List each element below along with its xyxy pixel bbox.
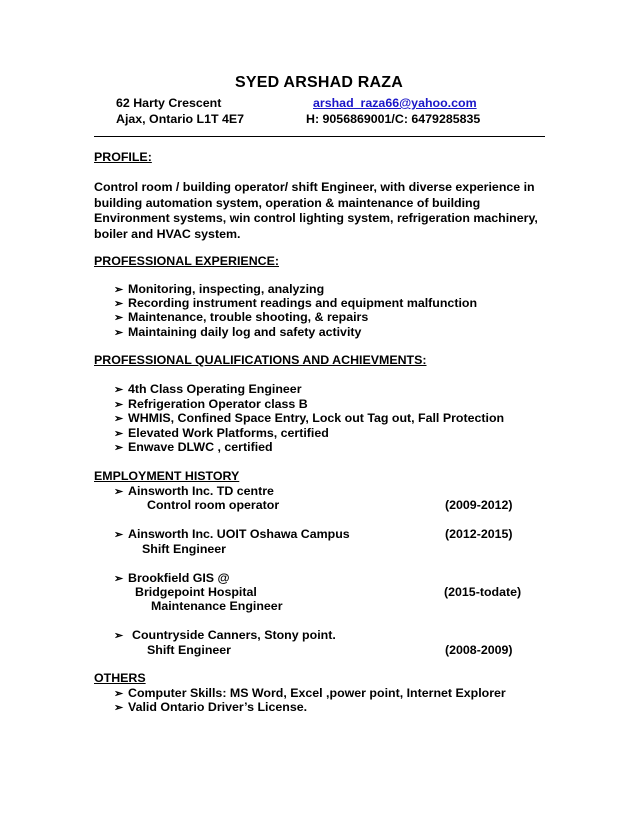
list-item: ➢ Computer Skills: MS Word, Excel ,power point, Internet Explorer	[114, 686, 506, 700]
job-dates: (2012-2015)	[445, 527, 513, 541]
arrow-bullet-icon: ➢	[114, 702, 124, 714]
job-dates: (2015-todate)	[444, 585, 522, 599]
job-employer-line-2: Bridgepoint Hospital	[135, 585, 257, 599]
arrow-bullet-icon: ➢	[114, 384, 124, 396]
list-item: ➢ 4th Class Operating Engineer	[114, 382, 302, 396]
arrow-bullet-icon: ➢	[114, 312, 124, 324]
job-employer: ➢ Countryside Canners, Stony point.	[114, 628, 336, 642]
job-employer: ➢ Ainsworth Inc. TD centre	[114, 484, 274, 498]
list-item: ➢ Valid Ontario Driver’s License.	[114, 700, 308, 714]
experience-heading: PROFESSIONAL EXPERIENCE:	[94, 254, 279, 268]
job-employer: ➢ Ainsworth Inc. UOIT Oshawa Campus	[114, 527, 350, 541]
job-title: Control room operator	[147, 498, 280, 512]
arrow-bullet-icon: ➢	[114, 298, 124, 310]
qualifications-heading: PROFESSIONAL QUALIFICATIONS AND ACHIEVMENTS:	[94, 353, 427, 367]
profile-heading: PROFILE:	[94, 150, 152, 164]
profile-text: Control room / building operator/ shift Engineer, with diverse experience in building automation system, operation & maintenance of building Environment systems, win control lighting system, refrigeration machinery, boiler and HVAC system.	[94, 180, 538, 241]
list-item: ➢ Elevated Work Platforms, certified	[114, 426, 329, 440]
arrow-bullet-icon: ➢	[114, 442, 124, 454]
email-link[interactable]: arshad_raza66@yahoo.com	[313, 96, 477, 110]
arrow-bullet-icon: ➢	[114, 413, 124, 425]
header-divider	[94, 136, 545, 137]
list-item: ➢ Enwave DLWC , certified	[114, 440, 273, 454]
list-item: ➢ Maintenance, trouble shooting, & repairs	[114, 310, 369, 324]
arrow-bullet-icon: ➢	[114, 284, 124, 296]
list-item: ➢ WHMIS, Confined Space Entry, Lock out Tag out, Fall Protection	[114, 411, 505, 425]
job-employer: ➢ Brookfield GIS @	[114, 571, 230, 585]
resume-name: SYED ARSHAD RAZA	[235, 74, 403, 91]
job-title: Shift Engineer	[142, 542, 226, 556]
job-title: Shift Engineer	[147, 643, 231, 657]
job-dates: (2008-2009)	[445, 643, 513, 657]
arrow-bullet-icon: ➢	[114, 428, 124, 440]
phone-numbers: H: 9056869001/C: 6479285835	[306, 112, 481, 126]
list-item: ➢ Maintaining daily log and safety activity	[114, 325, 362, 339]
list-item: ➢ Recording instrument readings and equipment malfunction	[114, 296, 478, 310]
list-item: ➢ Refrigeration Operator class B	[114, 397, 308, 411]
job-dates: (2009-2012)	[445, 498, 513, 512]
job-title: Maintenance Engineer	[151, 599, 283, 613]
others-heading: OTHERS	[94, 671, 146, 685]
list-item: ➢ Monitoring, inspecting, analyzing	[114, 282, 325, 296]
arrow-bullet-icon: ➢	[114, 327, 124, 339]
arrow-bullet-icon: ➢	[114, 688, 124, 700]
arrow-bullet-icon: ➢	[114, 630, 124, 642]
address-line-2: Ajax, Ontario L1T 4E7	[116, 112, 245, 126]
arrow-bullet-icon: ➢	[114, 399, 124, 411]
arrow-bullet-icon: ➢	[114, 573, 124, 585]
employment-heading: EMPLOYMENT HISTORY	[94, 469, 240, 483]
arrow-bullet-icon: ➢	[114, 529, 124, 541]
address-line-1: 62 Harty Crescent	[116, 96, 222, 110]
arrow-bullet-icon: ➢	[114, 486, 124, 498]
